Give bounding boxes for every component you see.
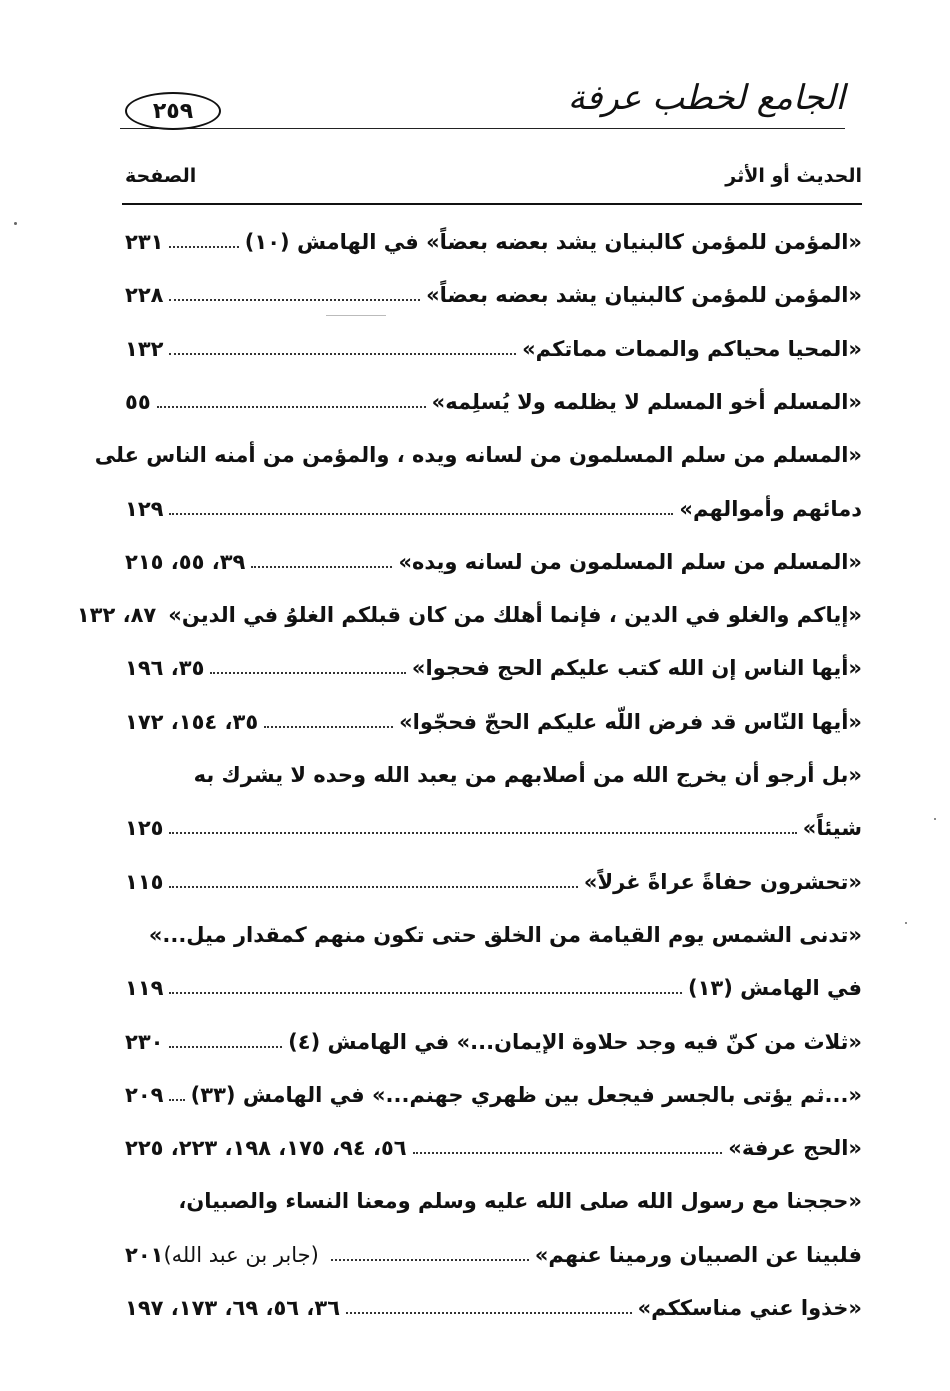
entry-text: «حججنا مع رسول الله صلى الله عليه وسلم ومعنا النساء والصبيان، [178,1189,862,1213]
index-entry [125,329,862,369]
entry-text: «المؤمن للمؤمن كالبنيان يشد بعضه بعضاً» في الهامش (١٠) [244,230,862,254]
entry-pages: ٣٦، ٥٦، ٦٩، ١٧٣، ١٩٧ [125,1296,341,1320]
leader-dots [346,1312,632,1314]
index-entry [125,1235,862,1275]
index-entry [125,862,862,902]
leader-dots [331,1259,529,1261]
entry-text: «خذوا عني مناسككم» [637,1296,862,1320]
leader-dots [157,406,426,408]
leader-dots [169,1099,184,1101]
entry-pages: ٥٥ [125,390,151,414]
leader-dots [251,566,392,568]
index-entry [125,275,862,315]
entry-text: فلبينا عن الصبيان ورمينا عنهم» [534,1243,862,1267]
scan-speck [905,922,907,924]
entry-pages: ٢٠٩ [125,1083,164,1107]
entry-text: «بل أرجو أن يخرج الله من أصلابهم من يعبد الله وحده لا يشرك به [193,763,862,787]
leader-dots [264,726,393,728]
entry-note: (جابر بن عبد الله) [163,1243,319,1267]
entry-text: «ثلاث من كنّ فيه وجد حلاوة الإيمان...» في الهامش (٤) [288,1030,862,1054]
leader-dots [169,513,673,515]
index-entry [125,1128,862,1168]
index-entry [125,808,862,848]
entry-pages: ٢٣٠ [125,1030,164,1054]
entry-text: «...ثم يؤتى بالجسر فيجعل بين ظهري جهنم...» في الهامش (٣٣) [190,1083,862,1107]
entry-text: «المسلم من سلم المسلمون من لسانه ويده ، والمؤمن من أمنه الناس على [94,443,862,467]
index-entry [125,915,862,955]
entry-text: «إياكم والغلو في الدين ، فإنما أهلك من كان قبلكم الغلوُ في الدين» [168,603,862,627]
column-heading-hadith: الحديث أو الأثر [725,165,862,187]
entry-pages: ١٢٩ [125,497,164,521]
index-entry [125,489,862,529]
entry-text: «أيها الناس إن الله كتب عليكم الحج فحجوا» [411,656,862,680]
entry-text: «المحيا محياكم والممات مماتكم» [522,337,862,361]
leader-dots [169,1046,282,1048]
entry-pages: ٣٥، ١٥٤، ١٧٢ [125,710,259,734]
leader-dots [413,1152,723,1154]
leader-dots [169,992,682,994]
entry-pages: ٥٦، ٩٤، ١٧٥، ١٩٨، ٢٢٣، ٢٢٥ [125,1136,407,1160]
leader-dots [169,832,796,834]
entry-text: «المسلم من سلم المسلمون من لسانه ويده» [398,550,862,574]
entry-pages: ٨٧، ١٣٢ [76,603,157,627]
index-entry [125,648,862,688]
leader-dots [169,886,577,888]
entry-pages: ٣٩، ٥٥، ٢١٥ [125,550,246,574]
entry-text: «تحشرون حفاةً عراةً غرلاً» [583,870,862,894]
index-entry [125,755,862,795]
index-entry [125,1181,862,1221]
index-entry [125,222,862,262]
entry-pages: ٢٣١ [125,230,164,254]
entry-text: في الهامش (١٣) [688,976,862,1000]
entry-text: «الحج عرفة» [728,1136,862,1160]
entry-pages: ٣٥، ١٩٦ [125,656,205,680]
column-heading-page: الصفحة [125,165,197,187]
index-entry [125,968,862,1008]
entry-text: «المسلم أخو المسلم لا يظلمه ولا يُسلِمه» [431,390,862,414]
leader-dots [169,353,516,355]
index-entry [94,435,862,475]
entry-text: دمائهم وأموالهم» [679,497,862,521]
entry-text: شيئاً» [802,816,862,840]
scan-speck [326,315,386,316]
entry-pages: ١٢٥ [125,816,164,840]
entry-pages: ١١٥ [125,870,164,894]
entry-pages: ٢٢٨ [125,283,164,307]
index-entry [125,1022,862,1062]
entry-text: «تدنى الشمس يوم القيامة من الخلق حتى تكون منهم كمقدار ميل...» [148,923,862,947]
index-entry [125,542,862,582]
index-entry [125,1288,862,1328]
entry-text: «أيها النّاس قد فرض اللّه عليكم الحجّ فحجّوا» [399,710,862,734]
page-number: ٢٥٩ [152,98,194,124]
entry-pages: ١١٩ [125,976,164,1000]
entry-text: «المؤمن للمؤمن كالبنيان يشد بعضه بعضاً» [426,283,862,307]
scan-speck [934,818,936,820]
index-entry [76,595,862,635]
leader-dots [169,299,420,301]
index-entry [125,382,862,422]
book-title: الجامع لخطب عرفة [567,78,845,118]
leader-dots [210,672,406,674]
scan-speck [14,222,17,225]
entry-pages: ١٣٢ [125,337,164,361]
entry-pages: ٢٠١ [125,1243,164,1267]
index-entry [125,702,862,742]
leader-dots [169,246,238,248]
index-entry [125,1075,862,1115]
